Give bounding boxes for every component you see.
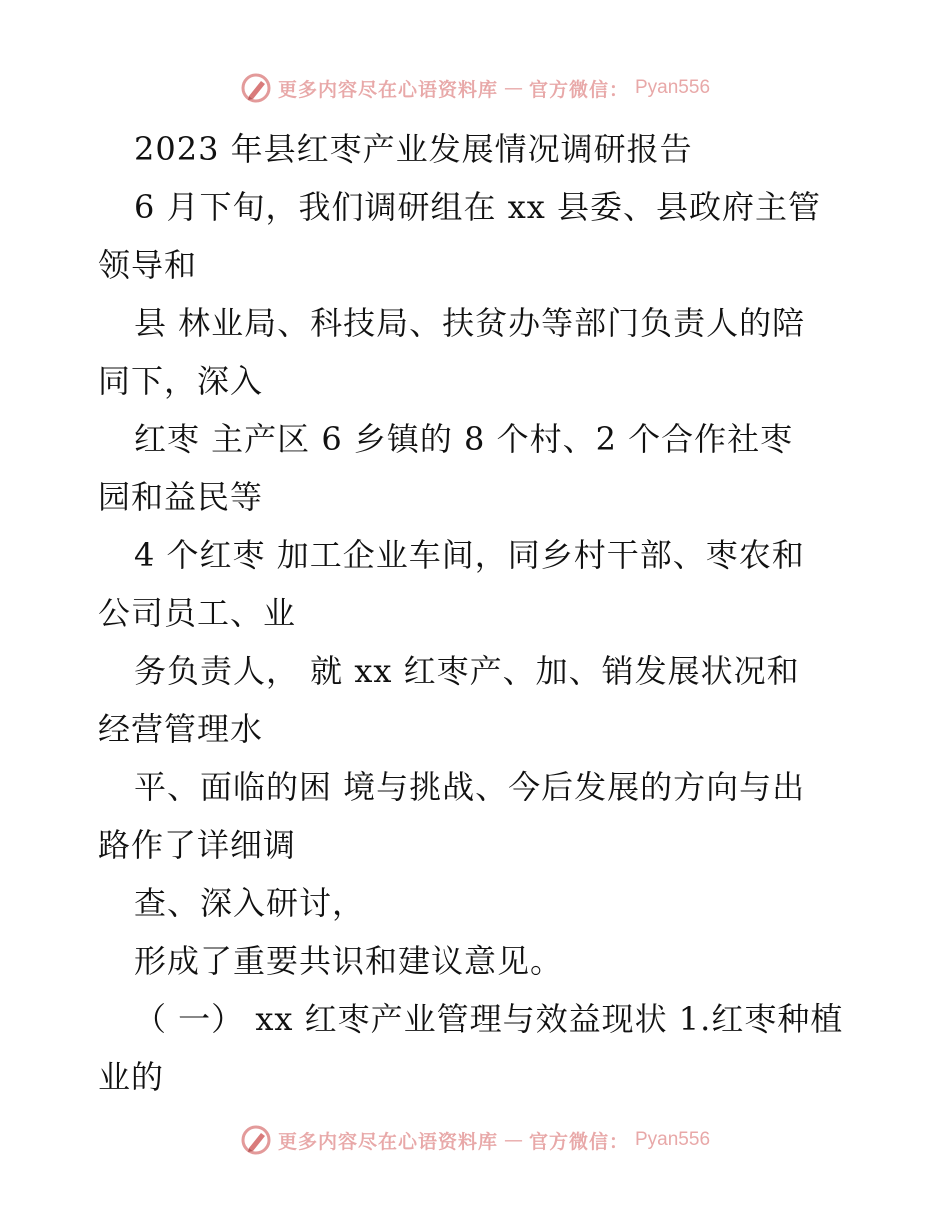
watermark-site-text: 更多内容尽在心语资料库 [277,1130,498,1153]
watermark-wechat-id: Pyan556 [635,77,711,98]
text-line: 县 林业局、科技局、扶贫办等部门负责人的陪 [134,304,806,342]
watermark-wechat-label: 官方微信： [528,78,629,101]
text-line: 业的 [98,1058,165,1096]
text-line: 公司员工、业 [98,594,297,632]
document-title: 2023 年县红枣产业发展情况调研报告 [134,130,693,168]
pen-logo-icon [240,1124,272,1156]
text-line: 务负责人， 就 xx 红枣产、加、销发展状况和 [134,652,800,690]
text-line: 园和益民等 [98,478,264,516]
text-line: 平、面临的困 境与挑战、今后发展的方向与出 [134,768,806,806]
text-line: 领导和 [98,246,198,284]
text-line: 6 月下旬，我们调研组在 xx 县委、县政府主管 [134,188,821,226]
pen-logo-icon [240,72,272,104]
text-line: 红枣 主产区 6 乡镇的 8 个村、2 个合作社枣 [134,420,794,458]
text-line: 4 个红枣 加工企业车间，同乡村干部、枣农和 [134,536,805,574]
footer-watermark [0,1120,950,1160]
text-line: 同下，深入 [98,362,264,400]
watermark-site-text: 更多内容尽在心语资料库 [277,78,498,101]
text-line: 查、深入研讨， [134,884,366,922]
section-heading: （ 一） xx 红枣产业管理与效益现状 1.红枣种植 [134,1000,844,1038]
watermark-separator: — [503,1129,523,1151]
watermark-separator: — [503,77,523,99]
text-line: 形成了重要共识和建议意见。 [134,942,564,980]
watermark-wechat-label: 官方微信： [528,1130,629,1153]
text-line: 经营管理水 [98,710,264,748]
document-body [98,120,858,1106]
text-line: 路作了详细调 [98,826,297,864]
header-watermark [0,68,950,108]
watermark-wechat-id: Pyan556 [635,1129,711,1150]
